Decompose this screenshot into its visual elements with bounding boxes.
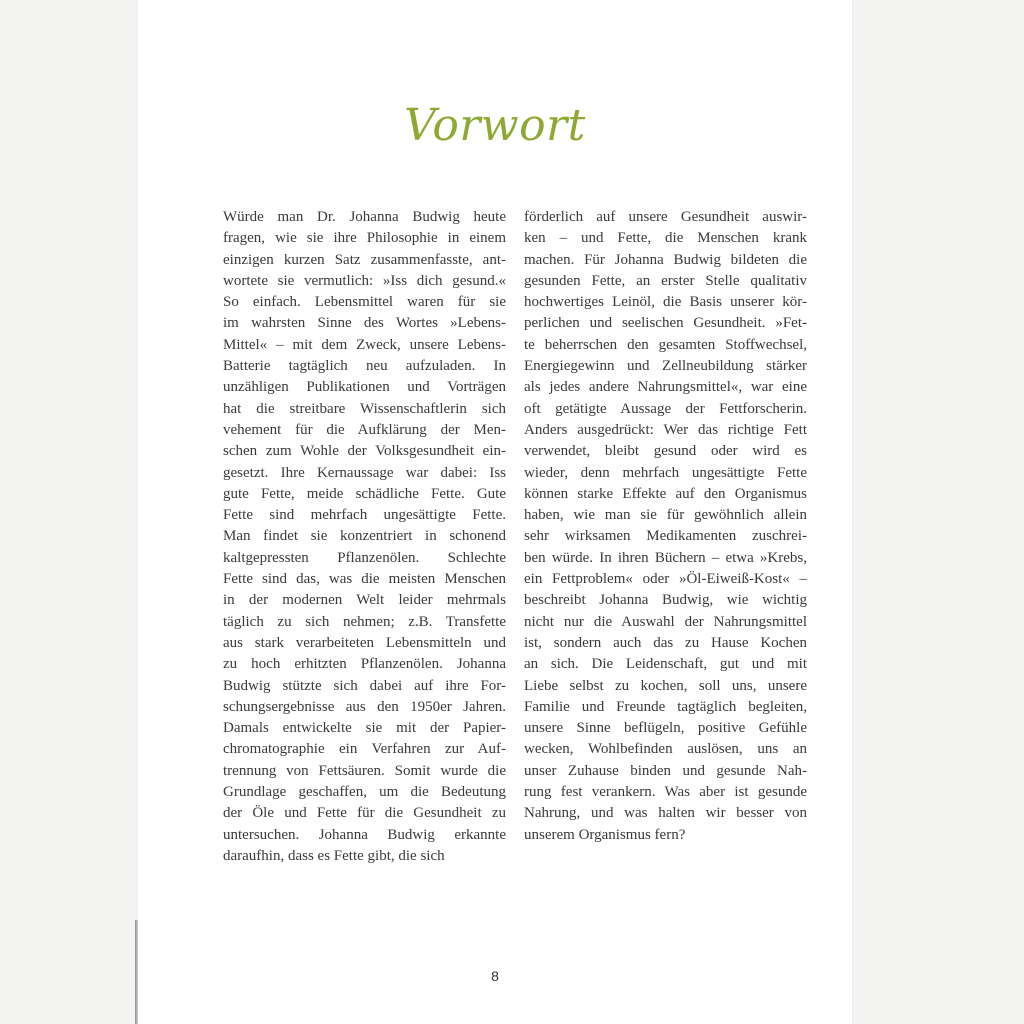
text-line: ken – und Fette, die Menschen krank <box>524 230 807 247</box>
text-line: daraufhin, dass es Fette gibt, die sich <box>223 847 445 864</box>
text-line: fragen, wie sie ihre Philosophie in einem <box>223 230 506 247</box>
text-line: Fette sind das, was die meisten Menschen <box>223 571 506 588</box>
text-line: Liebe selbst zu kochen, soll uns, unsere <box>524 677 807 694</box>
text-line: kaltgepressten Pflanzenölen. Schlechte <box>223 549 506 566</box>
page-title: Vorwort <box>404 100 586 151</box>
text-line: Grundlage geschaffen, um die Bedeutung <box>223 784 506 801</box>
text-line: einzigen kurzen Satz zusammenfasste, ant- <box>223 251 506 268</box>
text-line: schungsergebnisse aus den 1950er Jahren. <box>223 698 506 715</box>
text-line: unsere Sinne beflügeln, positive Gefühle <box>524 720 807 737</box>
text-line: perlichen und seelischen Gesundheit. »Fet- <box>524 315 807 332</box>
text-line: Batterie tagtäglich neu aufzuladen. In <box>223 358 506 375</box>
text-line: hochwertiges Leinöl, die Basis unserer kör- <box>524 294 807 311</box>
text-line: schen zum Wohle der Volksgesundheit ein- <box>223 443 506 460</box>
text-line: Energiegewinn und Zellneubildung stärker <box>524 358 807 375</box>
text-line: als jedes andere Nahrungsmittel«, war eine <box>524 379 807 396</box>
text-line: untersuchen. Johanna Budwig erkannte <box>223 826 506 843</box>
text-line: So einfach. Lebensmittel waren für sie <box>223 294 506 311</box>
text-line: oft getätigte Aussage der Fettforscherin. <box>524 400 807 417</box>
text-line: verwendet, bleibt gesund oder wird es <box>524 443 807 460</box>
text-line: hat die streitbare Wissenschaftlerin sich <box>223 400 506 417</box>
text-line: Anders ausgedrückt: Wer das richtige Fett <box>524 421 807 438</box>
text-line: rung fest verankern. Was aber ist gesunde <box>524 784 807 801</box>
text-line: wecken, Wohlbefinden auslösen, uns an <box>524 741 807 758</box>
text-line: beschreibt Johanna Budwig, wie wichtig <box>524 592 807 609</box>
text-line: aus stark verarbeiteten Lebensmitteln und <box>223 634 506 651</box>
text-line: ein Fettproblem« oder »Öl-Eiweiß-Kost« – <box>524 571 807 588</box>
text-line: te beherrschen den gesamten Stoffwechsel, <box>524 336 807 353</box>
text-line: zu hoch erhitzten Pflanzenölen. Johanna <box>223 656 506 673</box>
text-line: gesunden Fette, an erster Stelle qualitativ <box>524 272 807 289</box>
text-line: trennung von Fettsäuren. Somit wurde die <box>223 762 506 779</box>
text-line: im wahrsten Sinne des Wortes »Lebens- <box>223 315 506 332</box>
text-line: machen. Für Johanna Budwig bildeten die <box>524 251 807 268</box>
text-line: Familie und Freunde tagtäglich begleiten, <box>524 698 807 715</box>
text-line: gute Fette, meide schädliche Fette. Gute <box>223 485 506 502</box>
text-line: chromatographie ein Verfahren zur Auf- <box>223 741 506 758</box>
text-line: unzähligen Publikationen und Vorträgen <box>223 379 506 396</box>
text-line: Mittel« – mit dem Zweck, unsere Lebens- <box>223 336 506 353</box>
text-line: haben, wie man sie für gewöhnlich allein <box>524 507 807 524</box>
text-line: sehr wirksamen Medikamenten zuschrei- <box>524 528 807 545</box>
text-line: förderlich auf unsere Gesundheit auswir- <box>524 209 807 225</box>
text-line: vehement für die Aufklärung der Men- <box>223 421 506 438</box>
text-line: der Öle und Fette für die Gesundheit zu <box>223 805 506 822</box>
text-column-right <box>524 207 807 846</box>
text-line: ben würde. In ihren Büchern – etwa »Krebs, <box>524 549 807 566</box>
text-line: gesetzt. Ihre Kernaussage war dabei: Iss <box>223 464 506 481</box>
text-line: wortete sie vermutlich: »Iss dich gesund.« <box>223 272 506 289</box>
text-line: täglich zu sich nehmen; z.B. Transfette <box>223 613 506 630</box>
text-line: Damals entwickelte sie mit der Papier- <box>223 720 506 737</box>
text-line: Würde man Dr. Johanna Budwig heute <box>223 209 506 225</box>
text-line: wieder, denn mehrfach ungesättigte Fette <box>524 464 807 481</box>
text-line: unser Zuhause binden und gesunde Nah- <box>524 762 807 779</box>
text-line: Fette sind mehrfach ungesättigte Fette. <box>223 507 506 524</box>
text-line: Nahrung, und was halten wir besser von <box>524 805 807 822</box>
text-line: an sich. Die Leidenschaft, gut und mit <box>524 656 807 673</box>
text-line: Budwig stützte sich dabei auf ihre For- <box>223 677 506 694</box>
text-line: in der modernen Welt leider mehrmals <box>223 592 506 609</box>
text-line: unserem Organismus fern? <box>524 826 686 843</box>
text-line: ist, sondern auch das zu Hause Kochen <box>524 634 807 651</box>
text-line: Man findet sie konzentriert in schonend <box>223 528 506 545</box>
text-line: können starke Effekte auf den Organismus <box>524 485 807 502</box>
page-number: 8 <box>491 968 499 984</box>
text-column-left <box>223 207 506 867</box>
text-line: nicht nur die Auswahl der Nahrungsmittel <box>524 613 807 630</box>
